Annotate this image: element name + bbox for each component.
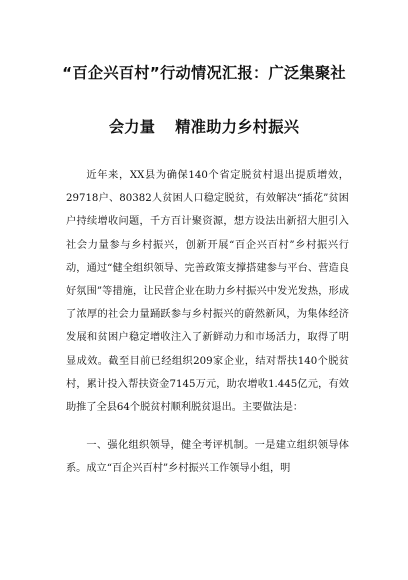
title-part-2: 精准助力乡村振兴 — [175, 118, 300, 136]
document-title-line-1: “百企兴百村”行动情况汇报：广泛集聚社 — [62, 64, 346, 82]
document-body — [66, 164, 349, 481]
body-paragraph-1: 近年来，XX县为确保140个省定脱贫村退出提质增效，29718户、80382人贫困人口稳定脱贫，有效解决“插花”贫困户持续增收问题，千方百计聚资源，想方设法出新招大胆引入社会力量参与乡村振兴，创新开展“百企兴百村”乡村振兴行动，通过“健全组织领导、完善政策支撑搭建参与平台、营造良好氛围”等措施，让民营企业在助力乡村振兴中发光发热，形成了浓厚的社会力量踊跃参与乡村振兴的蔚然新风，为集体经济发展和贫困户稳定增收注入了新鲜动力和市场活力，取得了明显成效。截至目前已经组织209家企业，结对帮扶140个脱贫村，累计投入帮扶资金7145万元，助农增收1.445亿元，有效助推了全县64个脱贫村顺利脱贫退出。主要做法是： — [66, 170, 349, 414]
document-title-line-2 — [0, 116, 408, 137]
title-part-1: 会力量 — [108, 118, 156, 136]
body-paragraph-2: 一、强化组织领导，健全考评机制。一是建立组织领导体系。成立“百企兴百村”乡村振兴工作领导小组，明 — [66, 440, 349, 475]
